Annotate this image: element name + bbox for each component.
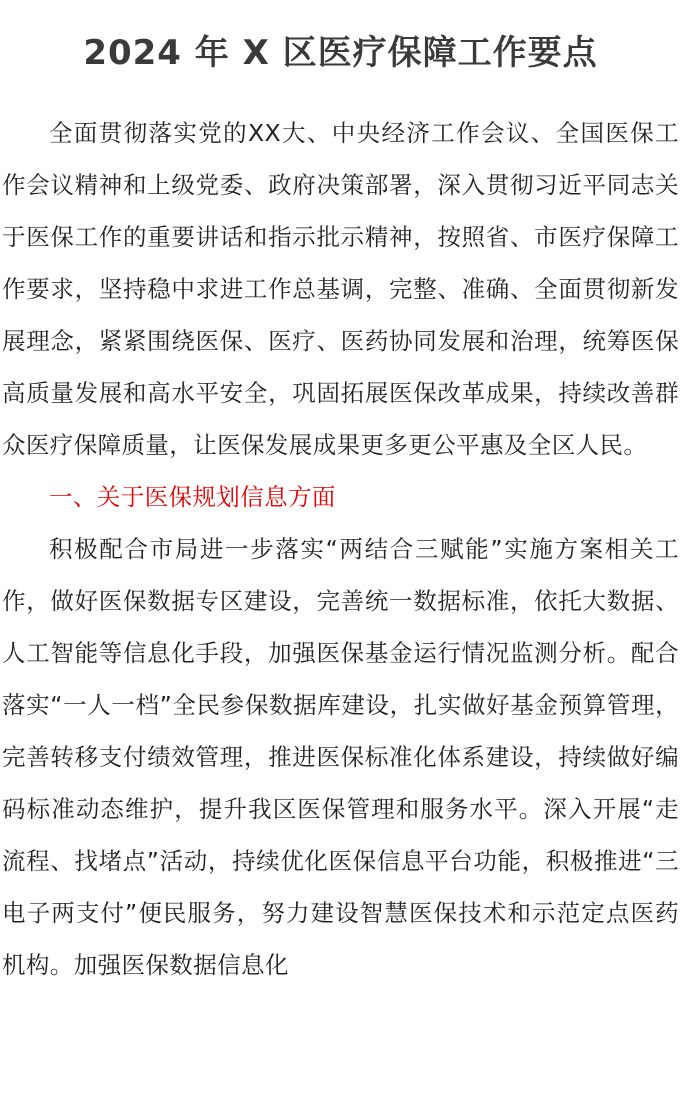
document-body [2, 107, 679, 991]
section-heading-planning-info: 一、关于医保规划信息方面 [49, 483, 336, 511]
intro-paragraph: 全面贯彻落实党的XX大、中央经济工作会议、全国医保工作会议精神和上级党委、政府决策部署，深入贯彻习近平同志关于医保工作的重要讲话和指示批示精神，按照省、市医疗保障工作要求，坚持稳中求进工作总基调，完整、准确、全面贯彻新发展理念，紧紧围绕医保、医疗、医药协同发展和治理，统筹医保高质量发展和高水平安全，巩固拓展医保改革成果，持续改善群众医疗保障质量，让医保发展成果更多更公平惠及全区人民。 [2, 119, 679, 459]
section-paragraph-planning-info: 积极配合市局进一步落实“两结合三赋能”实施方案相关工作，做好医保数据专区建设，完善统一数据标准，依托大数据、人工智能等信息化手段，加强医保基金运行情况监测分析。配合落实“一人一档”全民参保数据库建设，扎实做好基金预算管理，完善转移支付绩效管理，推进医保标准化体系建设，持续做好编码标准动态维护，提升我区医保管理和服务水平。深入开展“走流程、找堵点”活动，持续优化医保信息平台功能，积极推进“三电子两支付”便民服务，努力建设智慧医保技术和示范定点医药机构。加强医保数据信息化 [2, 535, 679, 979]
document-title: 2024 年 X 区医疗保障工作要点 [83, 33, 598, 73]
